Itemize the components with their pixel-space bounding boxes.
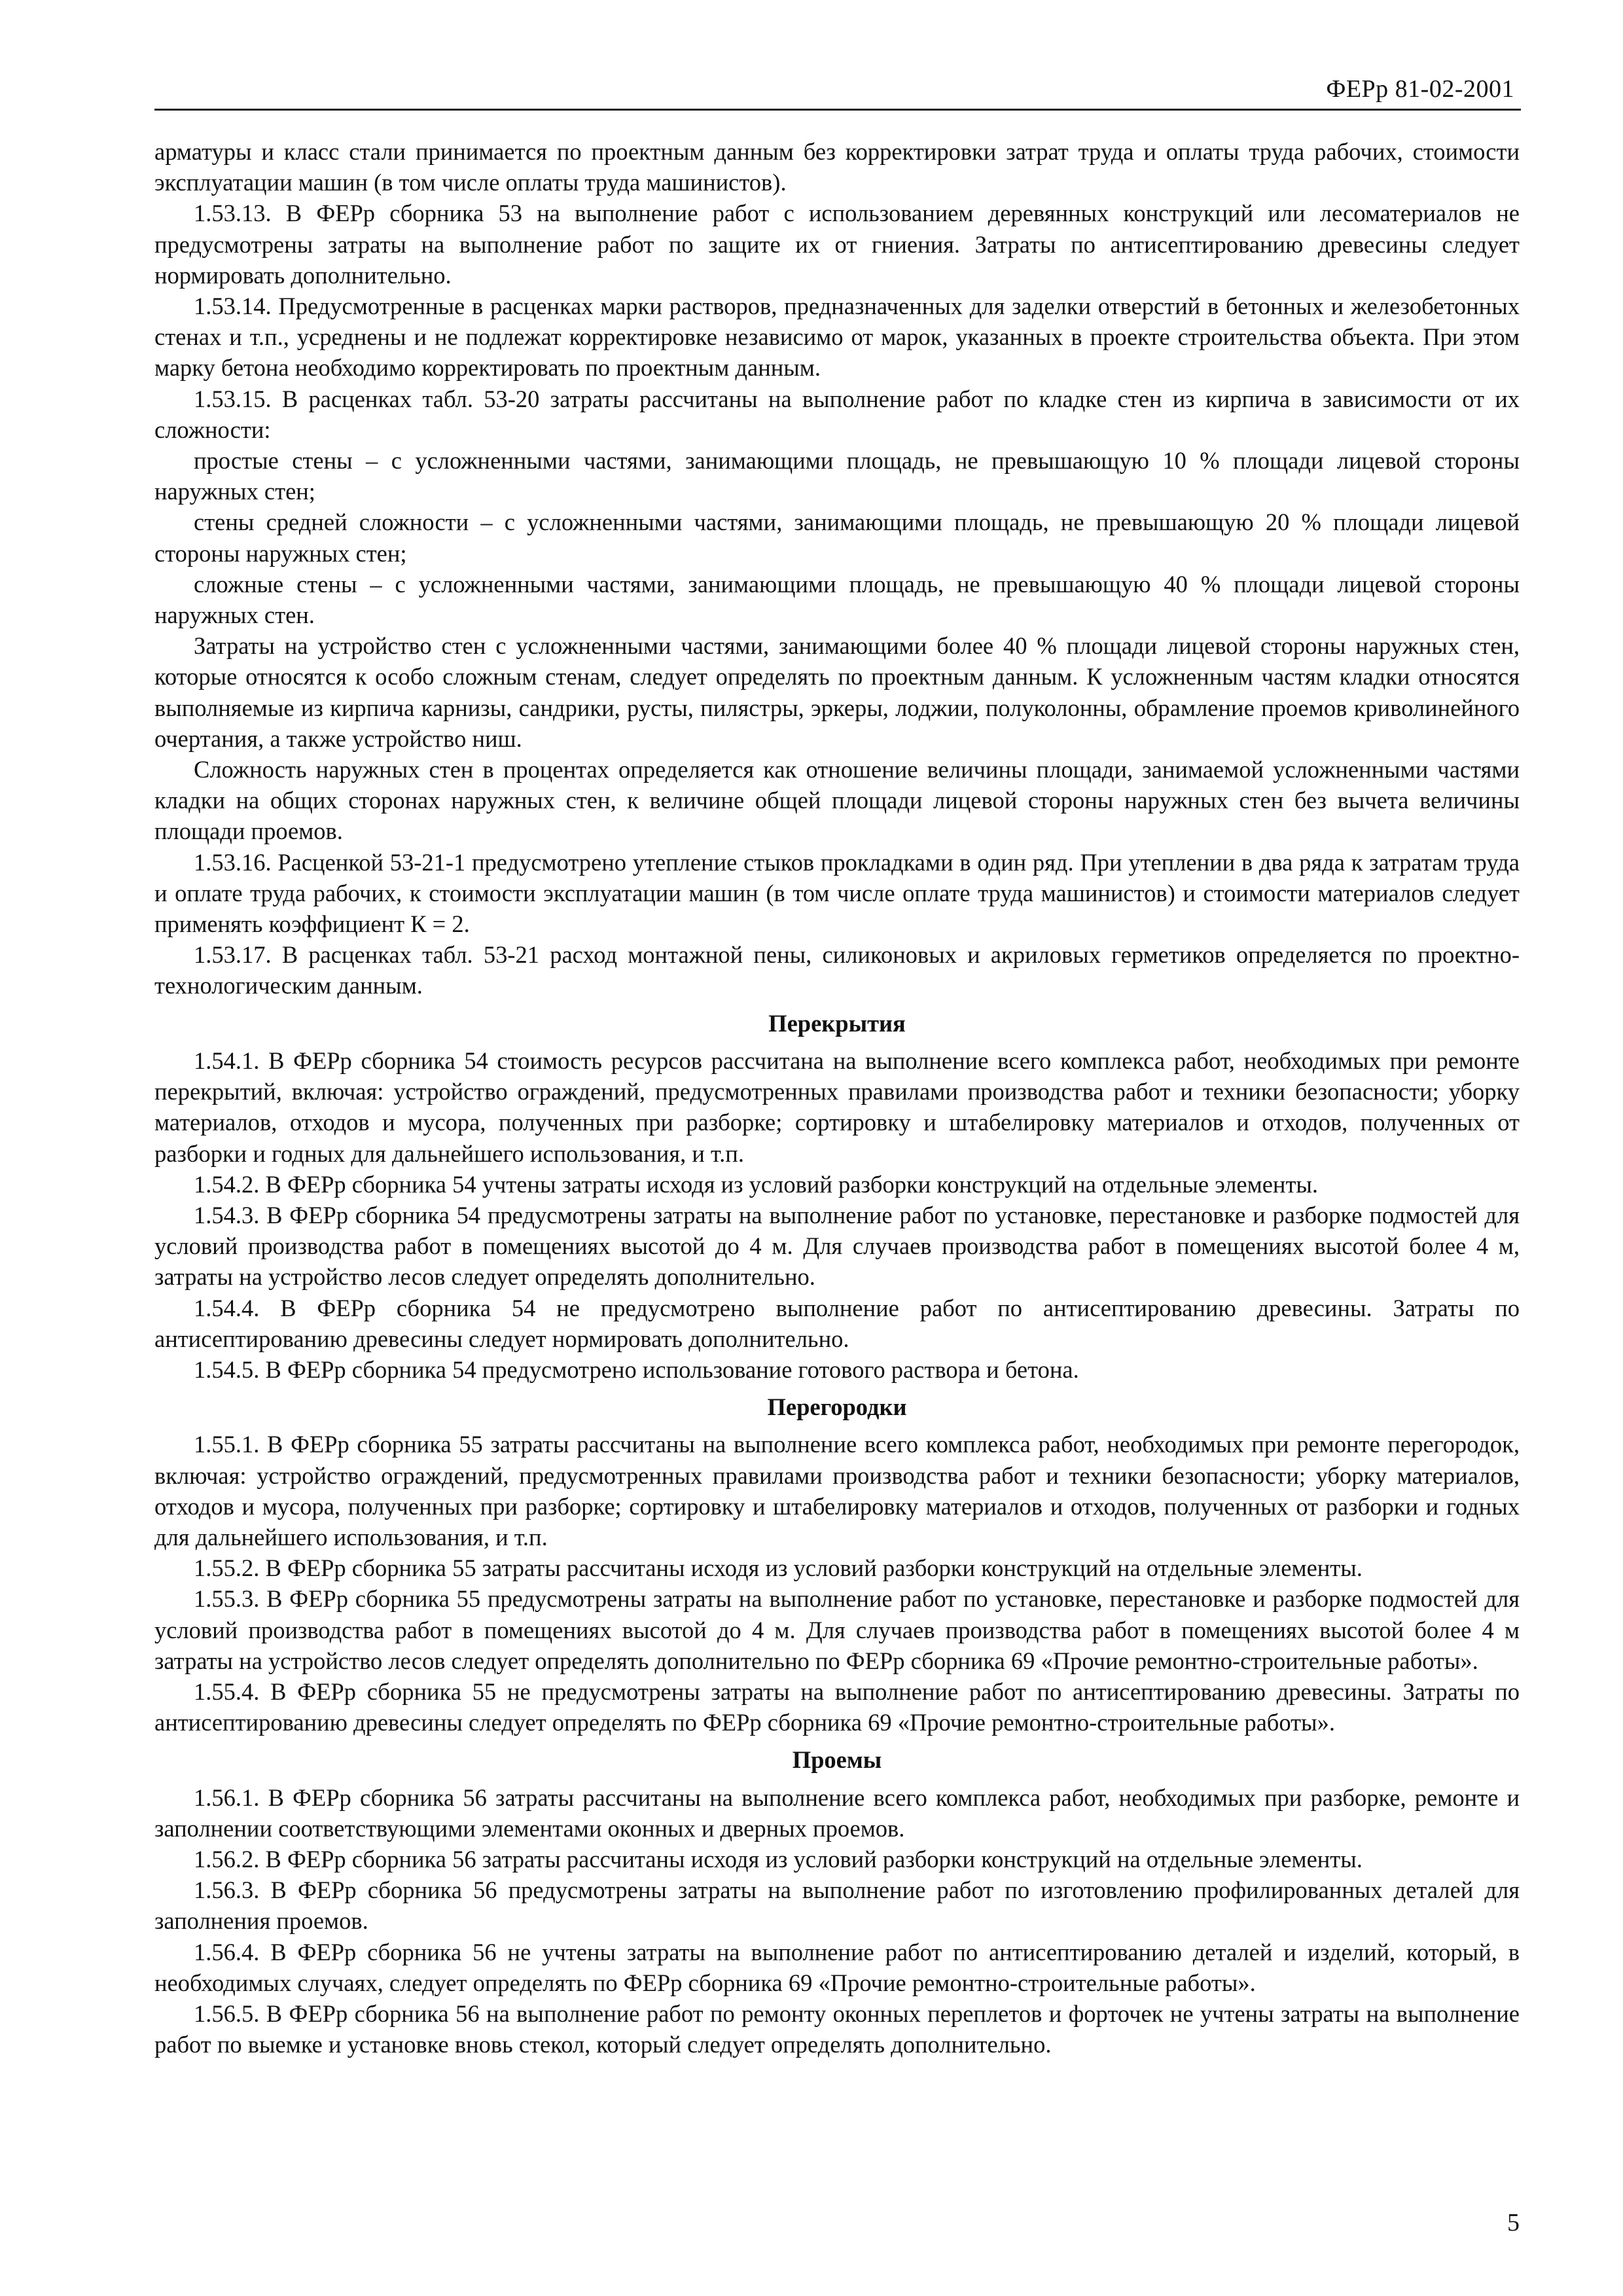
- paragraph-1-54-2: 1.54.2. В ФЕРр сборника 54 учтены затраты исходя из условий разборки конструкций на отдельные элементы.: [194, 1170, 1319, 1198]
- document-code: ФЕРр 81-02-2001: [1326, 75, 1514, 103]
- paragraph-1-56-2: 1.56.2. В ФЕРр сборника 56 затраты рассчитаны исходя из условий разборки конструкций на отдельные элементы.: [194, 1845, 1363, 1873]
- paragraph-wall-complexity: Сложность наружных стен в процентах определяется как отношение величины площади, занимаемой усложненными частями кладки на общих сторонах наружных стен, к величине общей площади лицевой стороны наружных стен без вычета величины площади проемов.: [154, 756, 1520, 845]
- paragraph-1-53-13: 1.53.13. В ФЕРр сборника 53 на выполнение работ с использованием деревянных конструкций или лесоматериалов не предусмотрены затраты на выполнение работ по защите их от гниения. Затраты по антисептированию древесины следует нормировать дополнительно.: [154, 200, 1520, 289]
- paragraph-1-54-3: 1.54.3. В ФЕРр сборника 54 предусмотрены затраты на выполнение работ по установке, перестановке и разборке подмостей для условий производства работ в помещениях высотой до 4 м. Для случаев производства работ в помещениях высотой более 4 м, затраты на устройство лесов следует определять дополнительно.: [154, 1201, 1520, 1291]
- paragraph-1-53-14: 1.53.14. Предусмотренные в расценках марки растворов, предназначенных для заделки отверстий в бетонных и железобетонных стенах и т.п., усреднены и не подлежат корректировке независимо от марок, указанных в проекте строительства объекта. При этом марку бетона необходимо корректировать по проектным данным.: [154, 293, 1520, 382]
- paragraph-1-56-3: 1.56.3. В ФЕРр сборника 56 предусмотрены затраты на выполнение работ по изготовлению профилированных деталей для заполнения проемов.: [154, 1876, 1520, 1935]
- paragraph-1-53-15: 1.53.15. В расценках табл. 53-20 затраты рассчитаны на выполнение работ по кладке стен из кирпича в зависимости от их сложности:: [154, 385, 1520, 443]
- paragraph-1-54-5: 1.54.5. В ФЕРр сборника 54 предусмотрено использование готового раствора и бетона.: [194, 1355, 1079, 1383]
- paragraph-1-54-1: 1.54.1. В ФЕРр сборника 54 стоимость ресурсов рассчитана на выполнение всего комплекса работ, необходимых при ремонте перекрытий, включая: устройство ограждений, предусмотренных правилами производства работ и техники безопасности; уборку материалов, отходов и мусора, полученных при разборке; сортировку и штабелировку материалов и отходов, полученных от разборки и годных для дальнейшего использования, и т.п.: [154, 1047, 1520, 1167]
- document-body: [154, 136, 1520, 2060]
- page-number: 5: [1507, 2209, 1520, 2236]
- section-heading-partitions: Перегородки: [767, 1393, 907, 1421]
- paragraph-1-56-4: 1.56.4. В ФЕРр сборника 56 не учтены затраты на выполнение работ по антисептированию деталей и изделий, который, в необходимых случаях, следует определять по ФЕРр сборника 69 «Прочие ремонтно-строительные работы».: [154, 1938, 1520, 1996]
- paragraph-1-54-4: 1.54.4. В ФЕРр сборника 54 не предусмотрено выполнение работ по антисептированию древесины. Затраты по антисептированию древесины следует нормировать дополнительно.: [154, 1294, 1520, 1352]
- paragraph-1-55-4: 1.55.4. В ФЕРр сборника 55 не предусмотрены затраты на выполнение работ по антисептированию древесины. Затраты по антисептированию древесины следует определять по ФЕРр сборника 69 «Прочие ремонтно-строительные работы».: [154, 1677, 1520, 1736]
- paragraph-extra-complex-walls: Затраты на устройство стен с усложненными частями, занимающими более 40 % площади лицевой стороны наружных стен, которые относятся к особо сложным стенам, следует определять по проектным данным. К усложненным частям кладки относятся выполняемые из кирпича карнизы, сандрики, русты, пилястры, эркеры, лоджии, полуколонны, обрамление проемов криволинейного очертания, а также устройство ниш.: [154, 632, 1520, 752]
- section-heading-openings: Проемы: [792, 1746, 882, 1774]
- paragraph-simple-walls: простые стены – с усложненными частями, занимающими площадь, не превышающую 10 % площади лицевой стороны наружных стен;: [154, 447, 1520, 505]
- paragraph-1-55-3: 1.55.3. В ФЕРр сборника 55 предусмотрены затраты на выполнение работ по установке, перестановке и разборке подмостей для условий производства работ в помещениях высотой до 4 м. Для случаев производства работ в помещениях высотой более 4 м затраты на устройство лесов следует определять дополнительно по ФЕРр сборника 69 «Прочие ремонтно-строительные работы».: [154, 1585, 1520, 1674]
- paragraph-continuation: арматуры и класс стали принимается по проектным данным без корректировки затрат труда и оплаты труда рабочих, стоимости эксплуатации машин (в том числе оплаты труда машинистов).: [154, 138, 1520, 196]
- paragraph-medium-walls: стены средней сложности – с усложненными частями, занимающими площадь, не превышающую 20 % площади лицевой стороны наружных стен;: [154, 509, 1520, 567]
- page-header: [154, 65, 1521, 111]
- paragraph-1-56-5: 1.56.5. В ФЕРр сборника 56 на выполнение работ по ремонту оконных переплетов и форточек не учтены затраты на выполнение работ по выемке и установке вновь стекол, который следует определять дополнительно.: [154, 2000, 1520, 2058]
- paragraph-1-55-1: 1.55.1. В ФЕРр сборника 55 затраты рассчитаны на выполнение всего комплекса работ, необходимых при ремонте перегородок, включая: устройство ограждений, предусмотренных правилами производства работ и техники безопасности; уборку материалов, отходов и мусора, полученных при разборке; сортировку и штабелировку материалов и отходов, полученных от разборки и годных для дальнейшего использования, и т.п.: [154, 1431, 1520, 1551]
- paragraph-1-53-16: 1.53.16. Расценкой 53-21-1 предусмотрено утепление стыков прокладками в один ряд. При утеплении в два ряда к затратам труда и оплате труда рабочих, к стоимости эксплуатации машин (в том числе оплате труда машинистов) и стоимости материалов следует применять коэффициент К = 2.: [154, 848, 1520, 938]
- paragraph-1-55-2: 1.55.2. В ФЕРр сборника 55 затраты рассчитаны исходя из условий разборки конструкций на отдельные элементы.: [194, 1554, 1363, 1582]
- section-heading-floors: Перекрытия: [768, 1009, 906, 1037]
- paragraph-1-56-1: 1.56.1. В ФЕРр сборника 56 затраты рассчитаны на выполнение всего комплекса работ, необходимых при разборке, ремонте и заполнении соответствующими элементами оконных и дверных проемов.: [154, 1784, 1520, 1842]
- paragraph-1-53-17: 1.53.17. В расценках табл. 53-21 расход монтажной пены, силиконовых и акриловых герметиков определяется по проектно-технологическим данным.: [154, 941, 1520, 999]
- paragraph-complex-walls: сложные стены – с усложненными частями, занимающими площадь, не превышающую 40 % площади лицевой стороны наружных стен.: [154, 570, 1520, 629]
